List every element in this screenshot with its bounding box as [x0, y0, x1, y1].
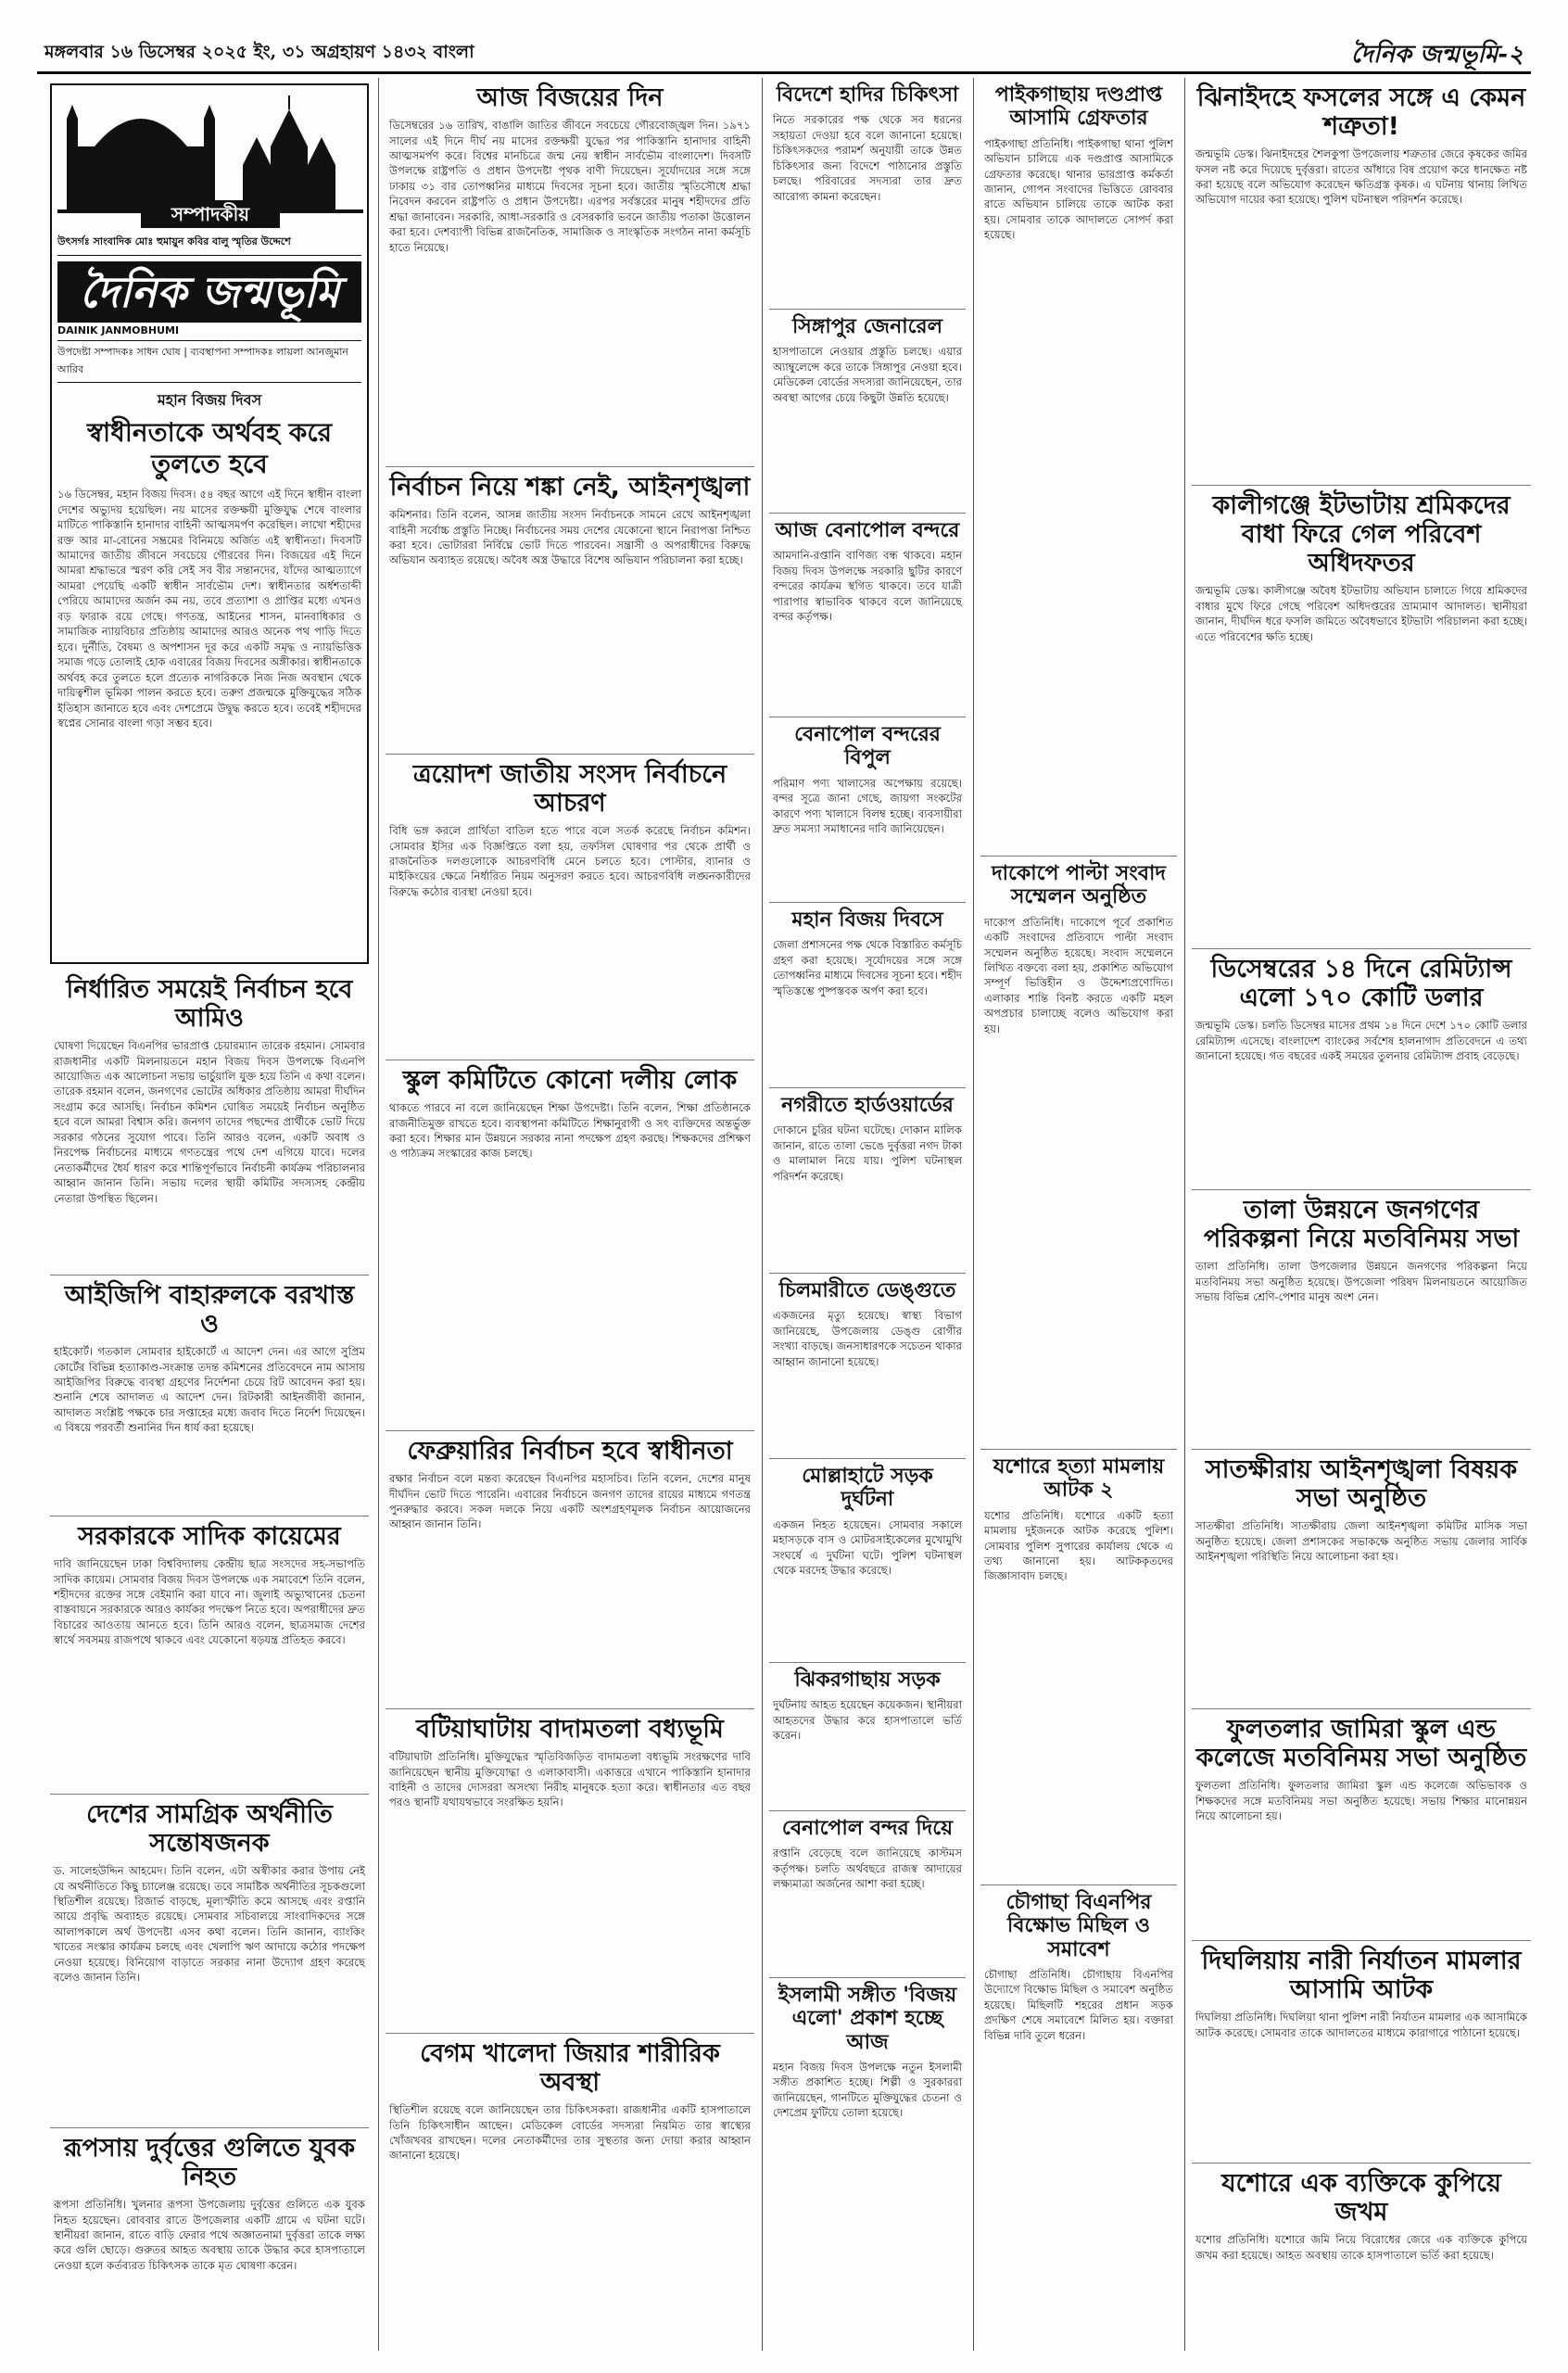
news-story: [1192, 1190, 1531, 1450]
story-headline: রূপসায় দুর্বৃত্তের গুলিতে যুবক নিহত: [63, 2134, 356, 2192]
story-headline: মহান বিজয় দিবসে: [791, 908, 943, 932]
story-body: পরিমাণ পণ্য খালাসের অপেক্ষায় রয়েছে। বন্দর সূত্রে জানা গেছে, জায়গা সংকটের কারণে পণ্য খালাসে বিলম্ব হচ্ছে। ব্যবসায়ীরা দ্রুত সমস্যা সমাধানের দাবি জানিয়েছেন।: [773, 776, 962, 835]
story-body: দোকানে চুরির ঘটনা ঘটেছে। দোকান মালিক জানান, রাতে তালা ভেঙে দুর্বৃত্তরা নগদ টাকা ও মালামাল নিয়ে যায়। পুলিশ ঘটনাস্থল পরিদর্শন করেছে।: [773, 1123, 962, 1183]
story-headline: ঝিকরগাছায় সড়ক: [794, 1669, 941, 1692]
news-story: [1192, 949, 1531, 1190]
editorial-banner: সম্পাদকীয়: [141, 200, 280, 228]
story-headline: মোল্লাহাটে সড়ক দুর্ঘটনা: [802, 1465, 933, 1512]
story-body: রক্ষার নির্বাচন বলে মন্তব্য করেছেন বিএনপির মহাসচিব। তিনি বলেন, দেশের মানুষ দীর্ঘদিন ভোট দিতে পারেনি। এবারের নির্বাচনে জনগণ তাদের রায়ের মাধ্যমে গণতন্ত্র পুনরুদ্ধার করবে। সকল দলকে নিয়ে একটি অংশগ্রহণমূলক নির্বাচন আয়োজনের আহ্বান জানান তিনি।: [389, 1472, 751, 1531]
date-line: মঙ্গলবার ১৬ ডিসেম্বর ২০২৫ ইং, ৩১ অগ্রহায়ণ ১৪৩২ বাংলা: [44, 42, 474, 62]
story-headline: ফুলতলার জামিরা স্কুল এন্ড কলেজে মতবিনিময় সভা অনুষ্ঠিত: [1195, 1715, 1527, 1773]
story-body: ঘোষণা দিয়েছেন বিএনপির ভারপ্রাপ্ত চেয়ারম্যান তারেক রহমান। সোমবার রাজধানীর একটি মিলনায়তনে মহান বিজয় দিবস উপলক্ষে বিএনপি আয়োজিত এক আলোচনা সভায় ভার্চুয়ালি যুক্ত হয়ে তিনি এ কথা বলেন। তারেক রহমান বলেন, জনগণের ভোটের অধিকার প্রতিষ্ঠায় আমরা দীর্ঘদিন সংগ্রাম করে আসছি। নির্বাচন কমিশন ঘোষিত সময়েই নির্বাচন অনুষ্ঠিত হবে বলে আমরা বিশ্বাস করি। জনগণ তাদের পছন্দের প্রার্থীকে ভোট দিয়ে সরকার গঠনের সুযোগ পাবে। তিনি আরও বলেন, একটি অবাধ ও নিরপেক্ষ নির্বাচনের মাধ্যমে গণতন্ত্রের পথে দেশ এগিয়ে যাবে। দলের নেতাকর্মীদের ধৈর্য ধারণ করে শান্তিপূর্ণভাবে নির্বাচনী কার্যক্রম পরিচালনার আহ্বান জানান তিনি। সভায় দলের স্থায়ী কমিটির সদস্যসহ কেন্দ্রীয় নেতারা উপস্থিত ছিলেন।: [54, 1039, 365, 1205]
news-story: [50, 970, 369, 1275]
news-story: [386, 2034, 754, 2349]
story-headline: ত্রয়োদশ জাতীয় সংসদ নির্বাচনে আচরণ: [412, 760, 727, 818]
story-body: দাবি জানিয়েছেন ঢাকা বিশ্ববিদ্যালয় কেন্দ্রীয় ছাত্র সংসদের সহ-সভাপতি সাদিক কায়েম। সোমবার বিজয় দিবস উপলক্ষে এক সমাবেশে তিনি বলেন, শহীদদের রক্তের সঙ্গে বেইমানি করা যাবে না। জুলাই অভ্যুত্থানের চেতনা বাস্তবায়নে সরকারকে আরও কার্যকর পদক্ষেপ নিতে হবে। অপরাধীদের দ্রুত বিচারের আওতায় আনতে হবে। তিনি আরও বলেন, ছাত্রসমাজ দেশের স্বার্থে সবসময় রাজপথে থাকবে এবং যেকোনো ষড়যন্ত্র প্রতিহত করবে।: [54, 1557, 365, 1647]
story-body: চৌগাছা প্রতিনিধি। চৌগাছায় বিএনপির উদ্যোগে বিক্ষোভ মিছিল ও সমাবেশ অনুষ্ঠিত হয়েছে। মিছিলটি শহরের প্রধান সড়ক প্রদক্ষিণ শেষে সমাবেশে মিলিত হয়। বক্তারা বিভিন্ন দাবি তুলে ধরেন।: [984, 1967, 1173, 2042]
story-body: একজনের মৃত্যু হয়েছে। স্বাস্থ্য বিভাগ জানিয়েছে, উপজেলায় ডেঙ্গু রোগীর সংখ্যা বাড়ছে। জনসাধারণকে সচেতন থাকার আহ্বান জানানো হয়েছে।: [773, 1309, 962, 1368]
story-body: সাতক্ষীরা প্রতিনিধি। সাতক্ষীরায় জেলা আইনশৃঙ্খলা কমিটির মাসিক সভা অনুষ্ঠিত হয়েছে। জেলা প্রশাসকের সভাকক্ষে অনুষ্ঠিত সভায় জেলার সার্বিক আইনশৃঙ্খলা পরিস্থিতি নিয়ে আলোচনা করা হয়।: [1195, 1519, 1527, 1563]
news-story: [1192, 1941, 1531, 2164]
founder-line: উৎসর্গঃ সাংবাদিক মোঃ হুমায়ুন কবির বালু স্মৃতির উদ্দেশে: [57, 234, 361, 256]
story-body: হাসপাতালে নেওয়ার প্রস্তুতি চলছে। এয়ার অ্যাম্বুলেন্সে করে তাকে সিঙ্গাপুর নেওয়া হবে। মেডিকেল বোর্ডের সদস্যরা জানিয়েছেন, তার অবস্থা আগের চেয়ে কিছুটা উন্নতি হয়েছে।: [773, 345, 962, 404]
story-headline: চিলমারীতে ডেঙ্গুতে: [778, 1279, 956, 1302]
story-headline: দিঘলিয়ায় নারী নির্যাতন মামলার আসামি আটক: [1201, 1947, 1522, 2005]
column-divider: [762, 78, 763, 2351]
news-story: [1192, 78, 1531, 486]
story-body: জন্মভূমি ডেস্ক। ঝিনাইদহের শৈলকুপা উপজেলায় শত্রুতার জেরে কৃষকের জমির ফসল নষ্ট করে দিয়েছে দুর্বৃত্তরা। রাতের আঁধারে বিষ প্রয়োগ করে ধানক্ষেত নষ্ট করা হয়েছে বলে অভিযোগ করেছেন ক্ষতিগ্রস্ত কৃষক। এ ঘটনায় থানায় লিখিত অভিযোগ দায়ের করা হয়েছে। পুলিশ ঘটনাস্থল পরিদর্শন করেছে।: [1195, 147, 1527, 207]
news-story: [980, 857, 1177, 1450]
story-body: হাইকোর্ট। গতকাল সোমবার হাইকোর্টে এ আদেশ দেন। এর আগে সুপ্রিম কোর্টের বিভিন্ন হত্যাকাণ্ড-সংক্রান্ত তদন্ত কমিশনের প্রতিবেদনে নাম আসায় আইজিপির বিরুদ্ধে ব্যবস্থা গ্রহণের নির্দেশনা চেয়ে রিট আবেদন করা হয়। শুনানি শেষে আদালত এ আদেশ দেন। রিটকারী আইনজীবী জানান, আদালত সংশ্লিষ্ট পক্ষকে চার সপ্তাহের মধ্যে জবাব দিতে নির্দেশ দিয়েছেন। এ বিষয়ে পরবর্তী শুনানির দিন ধার্য করা হয়েছে।: [54, 1345, 365, 1435]
column-divider: [1184, 78, 1185, 2351]
story-headline: যশোরে এক ব্যক্তিকে কুপিয়ে জখম: [1221, 2169, 1501, 2227]
story-headline: ঝিনাইদহে ফসলের সঙ্গে এ কেমন শত্রুতা!: [1196, 83, 1526, 142]
column-3: [769, 78, 966, 2351]
news-story: [386, 78, 754, 467]
story-headline: আইজিপি বাহারুলকে বরখাস্ত ও: [64, 1281, 355, 1339]
story-body: মহান বিজয় দিবস উপলক্ষে নতুন ইসলামী সঙ্গীত প্রকাশিত হচ্ছে। শিল্পী ও সুরকাররা জানিয়েছেন, গানটিতে মুক্তিযুদ্ধের চেতনা ও দেশপ্রেম ফুটিয়ে তোলা হয়েছে।: [773, 2060, 962, 2120]
story-headline: বেনাপোল বন্দরের বিপুল: [794, 723, 941, 770]
column-divider: [378, 78, 379, 2351]
editorial-body: ১৬ ডিসেম্বর, মহান বিজয় দিবস। ৫৪ বছর আগে এই দিনে স্বাধীন বাংলা দেশের অভ্যুদয় হয়েছিল। নয় মাসের রক্তক্ষয়ী মুক্তিযুদ্ধ শেষে বাংলার মাটিতে পাকিস্তানি হানাদার বাহিনী আত্মসমর্পণ করেছিল। লাখো শহীদের রক্ত আর মা-বোনের সম্ভ্রমের বিনিময়ে অর্জিত এই স্বাধীনতা। দিবসটি আমাদের জাতীয় জীবনে সবচেয়ে গৌরবের দিন। বিজয়ের এই দিনে আমরা শ্রদ্ধাভরে স্মরণ করি সেই সব বীর সন্তানদের, যাঁদের আত্মত্যাগে আমরা পেয়েছি একটি স্বাধীন সার্বভৌম দেশ। স্বাধীনতার অর্ধশতাব্দী পেরিয়ে আমাদের অর্জন কম নয়, তবে প্রত্যাশা ও প্রাপ্তির মধ্যে এখনও বড় ফারাক রয়ে গেছে। গণতন্ত্র, আইনের শাসন, মানবাধিকার ও সামাজিক ন্যায়বিচার প্রতিষ্ঠায় আমাদের আরও অনেক পথ পাড়ি দিতে হবে। দুর্নীতি, বৈষম্য ও অপশাসন দূর করে একটি সমৃদ্ধ ও ন্যায়ভিত্তিক সমাজ গড়ে তোলাই হোক এবারের বিজয় দিবসের অঙ্গীকার। স্বাধীনতাকে অর্থবহ করে তুলতে হলে প্রত্যেক নাগরিককে নিজ নিজ অবস্থান থেকে দায়িত্বশীল ভূমিকা পালন করতে হবে। তরুণ প্রজন্মকে মুক্তিযুদ্ধের সঠিক ইতিহাস জানাতে হবে এবং দেশপ্রেমে উদ্বুদ্ধ করতে হবে। তবেই শহীদদের স্বপ্নের সোনার বাংলা গড়া সম্ভব হবে।: [57, 488, 361, 730]
news-story: [386, 467, 754, 755]
column-4: [980, 78, 1177, 2351]
story-headline: আজ বেনাপোল বন্দরে: [775, 519, 960, 542]
news-story: [769, 1274, 966, 1459]
story-body: যশোর প্রতিনিধি। যশোরে একটি হত্যা মামলায় দুইজনকে আটক করেছে পুলিশ। সোমবার পুলিশ সুপারের কার্যালয় থেকে এ তথ্য জানানো হয়। আটককৃতদের জিজ্ঞাসাবাদ চলছে।: [984, 1508, 1173, 1583]
story-body: তালা প্রতিনিধি। তালা উপজেলার উন্নয়নে জনগণের পরিকল্পনা নিয়ে মতবিনিময় সভা অনুষ্ঠিত হয়েছে। উপজেলা পরিষদ মিলনায়তনে আয়োজিত সভায় বিভিন্ন শ্রেণি-পেশার মানুষ অংশ নেন।: [1195, 1260, 1527, 1303]
story-body: জন্মভূমি ডেস্ক। চলতি ডিসেম্বর মাসের প্রথম ১৪ দিনে দেশে ১৭০ কোটি ডলার রেমিট্যান্স এসেছে। বাংলাদেশ ব্যাংকের সর্বশেষ হালনাগাদ প্রতিবেদনে এ তথ্য জানানো হয়েছে। গত বছরের একই সময়ের তুলনায় রেমিট্যান্স প্রবাহ বেড়েছে।: [1195, 1019, 1527, 1062]
story-headline: বেনাপোল বন্দর দিয়ে: [781, 1817, 954, 1840]
story-headline: ফেব্রুয়ারির নির্বাচন হবে স্বাধীনতা: [407, 1437, 733, 1466]
news-story: [980, 78, 1177, 857]
story-body: থাকতে পারবে না বলে জানিয়েছেন শিক্ষা উপদেষ্টা। তিনি বলেন, শিক্ষা প্রতিষ্ঠানকে রাজনীতিমুক্ত রাখতে হবে। ব্যবস্থাপনা কমিটিতে শিক্ষানুরাগী ও সৎ ব্যক্তিদের অন্তর্ভুক্ত করা হবে। শিক্ষার মান উন্নয়নে সরকার নানা পদক্ষেপ গ্রহণ করছে। শিক্ষকদের প্রশিক্ষণ ও পাঠ্যক্রম সংস্কারের কাজ চলছে।: [389, 1101, 751, 1161]
news-story: [980, 1885, 1177, 2349]
story-headline: নগরীতে হার্ডওয়ার্ডের: [781, 1094, 954, 1117]
story-headline: বেগম খালেদা জিয়ার শারীরিক অবস্থা: [420, 2039, 720, 2098]
story-headline: তালা উন্নয়নে জনগণের পরিকল্পনা নিয়ে মতবিনিময় সভা: [1203, 1196, 1520, 1254]
news-story: [769, 1811, 966, 1978]
story-headline: দাকোপে পাল্টা সংবাদ সম্মেলন অনুষ্ঠিত: [992, 862, 1166, 909]
news-story: [386, 1060, 754, 1431]
news-story: [386, 755, 754, 1060]
news-story: [769, 310, 966, 514]
news-story: [769, 1663, 966, 1811]
story-headline: আজ বিজয়ের দিন: [476, 83, 664, 112]
editorial-kicker: মহান বিজয় দিবস: [157, 391, 262, 409]
editorial-box: [50, 83, 369, 964]
story-headline: চৌগাছা বিএনপির বিক্ষোভ মিছিল ও সমাবেশ: [1005, 1891, 1152, 1961]
story-body: দুর্ঘটনায় আহত হয়েছেন কয়েকজন। স্থানীয়রা আহতদের উদ্ধার করে হাসপাতালে ভর্তি করেন।: [773, 1698, 962, 1743]
news-story: [769, 1088, 966, 1274]
column-5: [1192, 78, 1531, 2351]
news-story: [1192, 1709, 1531, 1941]
story-body: একজন নিহত হয়েছেন। সোমবার সকালে মহাসড়কে বাস ও মোটরসাইকেলের মুখোমুখি সংঘর্ষে এ দুর্ঘটনা ঘটে। পুলিশ ঘটনাস্থল থেকে মরদেহ উদ্ধার করেছে।: [773, 1517, 962, 1577]
story-headline: পাইকগাছায় দণ্ডপ্রাপ্ত আসামি গ্রেফতার: [994, 83, 1163, 131]
story-body: আমদানি-রপ্তানি বাণিজ্য বন্ধ থাকবে। মহান বিজয় দিবস উপলক্ষে সরকারি ছুটির কারণে বন্দরের কার্যক্রম স্থগিত থাকবে। তবে যাত্রী পারাপার স্বাভাবিক থাকবে বলে জানিয়েছে বন্দর কর্তৃপক্ষ।: [773, 549, 962, 624]
story-headline: দেশের সামগ্রিক অর্থনীতি সন্তোষজনক: [86, 1800, 333, 1859]
column-2: [386, 78, 754, 2351]
news-story: [386, 1431, 754, 1709]
news-story: [769, 1978, 966, 2164]
news-story: [386, 1709, 754, 2034]
news-story: [769, 514, 966, 717]
news-story: [769, 717, 966, 903]
story-headline: নির্বাচন নিয়ে শঙ্কা নেই, আইনশৃঙ্খলা: [389, 473, 751, 501]
story-body: পাইকগাছা প্রতিনিধি। পাইকগাছা থানা পুলিশ অভিযান চালিয়ে এক দণ্ডপ্রাপ্ত আসামিকে গ্রেফতার করেছে। থানার ভারপ্রাপ্ত কর্মকর্তা জানান, গোপন সংবাদের ভিত্তিতে রোববার রাতে অভিযান চালিয়ে তাকে আটক করা হয়। সোমবার তাকে আদালতে সোপর্দ করা হয়েছে।: [984, 136, 1173, 242]
newspaper-logo: দৈনিক জন্মভূমি: [57, 261, 361, 323]
masthead: [37, 28, 1531, 74]
story-body: জেলা প্রশাসনের পক্ষ থেকে বিস্তারিত কর্মসূচি গ্রহণ করা হয়েছে। সূর্যোদয়ের সঙ্গে সঙ্গে তোপধ্বনির মাধ্যমে দিবসের সূচনা হবে। শহীদ স্মৃতিস্তম্ভে পুষ্পস্তবক অর্পণ করা হবে।: [773, 938, 962, 997]
news-story: [1192, 1450, 1531, 1709]
story-headline: সিঙ্গাপুর জেনারেল: [792, 315, 942, 338]
news-story: [50, 1516, 369, 1795]
news-story: [1192, 2164, 1531, 2349]
story-body: ড. সালেহউদ্দিন আহমেদ। তিনি বলেন, এটা অস্বীকার করার উপায় নেই যে অর্থনীতিতে কিছু চ্যালেঞ্জ রয়েছে। তবে সামষ্টিক অর্থনীতির সূচকগুলো স্থিতিশীল রয়েছে। রিজার্ভ বাড়ছে, মূল্যস্ফীতি কমে আসছে এবং রপ্তানি আয়ে প্রবৃদ্ধি অব্যাহত রয়েছে। সোমবার সচিবালয়ে সাংবাদিকদের সঙ্গে আলাপকালে অর্থ উপদেষ্টা এসব কথা বলেন। তিনি জানান, ব্যাংকিং খাতের সংস্কার কার্যক্রম চলছে এবং খেলাপি ঋণ আদায়ে কঠোর পদক্ষেপ নেওয়া হয়েছে। বিনিয়োগ বাড়াতে সরকার নানা উদ্যোগ গ্রহণ করেছে বলেও জানান তিনি।: [54, 1864, 365, 1985]
story-headline: কালীগঞ্জে ইটভাটায় শ্রমিকদের বাধা ফিরে গেল পরিবেশ অধিদফতর: [1212, 491, 1511, 578]
editorial-title: স্বাধীনতাকে অর্থবহ করে তুলতে হবে: [87, 417, 332, 479]
news-story: [1192, 486, 1531, 949]
news-story: [980, 1450, 1177, 1885]
story-body: যশোর প্রতিনিধি। যশোরে জমি নিয়ে বিরোধের জেরে এক ব্যক্তিকে কুপিয়ে জখম করা হয়েছে। আহত অবস্থায় তাকে হাসপাতালে ভর্তি করা হয়েছে।: [1195, 2233, 1527, 2262]
news-story: [50, 1795, 369, 2128]
story-body: কমিশনার। তিনি বলেন, আসন্ন জাতীয় সংসদ নির্বাচনকে সামনে রেখে আইনশৃঙ্খলা বাহিনী সর্বোচ্চ প্রস্তুতি নিচ্ছে। নির্বাচনের সময় দেশের যেকোনো স্থানে নিরাপত্তা নিশ্চিত করা হবে। ভোটাররা নির্বিঘ্নে ভোট দিতে পারবেন। সন্ত্রাসী ও অপরাধীদের বিরুদ্ধে অভিযান অব্যাহত রয়েছে। অবৈধ অস্ত্র উদ্ধারে বিশেষ অভিযান পরিচালনা করা হচ্ছে।: [389, 508, 751, 567]
story-headline: বিদেশে হাদির চিকিৎসা: [776, 83, 959, 107]
story-headline: ডিসেম্বরের ১৪ দিনে রেমিট্যান্স এলো ১৭০ কোটি ডলার: [1210, 955, 1512, 1013]
story-body: রূপসা প্রতিনিধি। খুলনার রূপসা উপজেলায় দুর্বৃত্তের গুলিতে এক যুবক নিহত হয়েছেন। রোববার রাতে উপজেলার একটি গ্রামে এ ঘটনা ঘটে। স্থানীয়রা জানান, রাতে বাড়ি ফেরার পথে অজ্ঞাতনামা দুর্বৃত্তরা তাকে লক্ষ্য করে গুলি ছোড়ে। গুরুতর আহত অবস্থায় তাকে উদ্ধার করে হাসপাতালে নেওয়া হলে কর্তব্যরত চিকিৎসক তাকে মৃত ঘোষণা করেন।: [54, 2198, 365, 2272]
story-headline: ইসলামী সঙ্গীত 'বিজয় এলো' প্রকাশ হচ্ছে আজ: [778, 1984, 957, 2054]
story-headline: যশোরে হত্যা মামলায় আটক ২: [993, 1455, 1165, 1503]
paper-page-label: দৈনিক জন্মভূমি-২: [1350, 41, 1524, 69]
story-body: বটিয়াঘাটা প্রতিনিধি। মুক্তিযুদ্ধের স্মৃতিবিজড়িত বাদামতলা বধ্যভূমি সংরক্ষণের দাবি জানিয়েছেন স্থানীয় মুক্তিযোদ্ধা ও এলাকাবাসী। একাত্তরে এখানে পাকিস্তানি হানাদার বাহিনী ও তাদের দোসররা অসংখ্য নিরীহ মানুষকে হত্যা করে। স্বাধীনতার এত বছর পরও স্থানটি যথাযথভাবে সংরক্ষিত হয়নি।: [389, 1750, 751, 1809]
mosque-temple-illustration: [57, 91, 361, 230]
story-headline: সাতক্ষীরায় আইনশৃঙ্খলা বিষয়ক সভা অনুষ্ঠিত: [1205, 1455, 1518, 1514]
story-body: দিঘলিয়া প্রতিনিধি। দিঘলিয়া থানা পুলিশ নারী নির্যাতন মামলার এক আসামিকে আটক করেছে। সোমবার তাকে আদালতের মাধ্যমে কারাগারে পাঠানো হয়েছে।: [1195, 2011, 1527, 2039]
story-headline: স্কুল কমিটিতে কোনো দলীয় লোক: [402, 1066, 738, 1095]
news-story: [769, 78, 966, 310]
story-body: দাকোপ প্রতিনিধি। দাকোপে পূর্বে প্রকাশিত একটি সংবাদের প্রতিবাদে পাল্টা সংবাদ সম্মেলন অনুষ্ঠিত হয়েছে। সংবাদ সম্মেলনে লিখিত বক্তব্যে বলা হয়, প্রকাশিত অভিযোগ সম্পূর্ণ ভিত্তিহীন ও উদ্দেশ্যপ্রণোদিত। এলাকার শান্তি বিনষ্ট করতে একটি মহল অপপ্রচার চালাচ্ছে বলেও অভিযোগ করা হয়।: [984, 915, 1173, 1035]
news-story: [50, 2128, 369, 2341]
story-body: স্থিতিশীল রয়েছে বলে জানিয়েছেন তার চিকিৎসকরা। রাজধানীর একটি হাসপাতালে তিনি চিকিৎসাধীন আছেন। মেডিকেল বোর্ডের সদস্যরা নিয়মিত তার স্বাস্থ্যের খোঁজখবর রাখছেন। দলের নেতাকর্মীদের তার সুস্থতার জন্য দোয়া করার আহ্বান জানানো হয়েছে।: [389, 2103, 751, 2163]
editors-line: উপদেষ্টা সম্পাদকঃ সাধন ঘোষ | ব্যবস্থাপনা সম্পাদকঃ লায়লা আনজুমান আরিব: [57, 340, 361, 383]
story-body: বিধি ভঙ্গ করলে প্রার্থিতা বাতিল হতে পারে বলে সতর্ক করেছে নির্বাচন কমিশন। সোমবার ইসির এক বিজ্ঞপ্তিতে বলা হয়, তফসিল ঘোষণার পর থেকে প্রার্থী ও রাজনৈতিক দলগুলোকে আচরণবিধি মেনে চলতে হবে। পোস্টার, ব্যানার ও মাইকিংয়ের ক্ষেত্রে নির্ধারিত নিয়ম অনুসরণ করতে হবে। আচরণবিধি লঙ্ঘনকারীদের বিরুদ্ধে কঠোর ব্যবস্থা নেওয়া হবে।: [389, 824, 751, 898]
news-story: [50, 1275, 369, 1516]
story-body: জন্মভূমি ডেস্ক। কালীগঞ্জে অবৈধ ইটভাটায় অভিযান চালাতে গিয়ে শ্রমিকদের বাধার মুখে ফিরে গেছে পরিবেশ অধিদপ্তরের ভ্রাম্যমাণ আদালত। স্থানীয়রা জানান, দীর্ঘদিন ধরে ফসলি জমিতে অবৈধভাবে ইটভাটা পরিচালনা করা হচ্ছে। এতে পরিবেশের ক্ষতি হচ্ছে।: [1195, 584, 1527, 643]
story-headline: বটিয়াঘাটায় বাদামতলা বধ্যভূমি: [416, 1715, 724, 1744]
newspaper-logo-latin: DAINIK JANMOBHUMI: [57, 324, 180, 336]
story-headline: নির্ধারিত সময়েই নির্বাচন হবে আমিও: [66, 975, 353, 1034]
story-body: ফুলতলা প্রতিনিধি। ফুলতলার জামিরা স্কুল এন্ড কলেজে অভিভাবক ও শিক্ষকদের সঙ্গে মতবিনিময় সভা অনুষ্ঠিত হয়েছে। সভায় শিক্ষার মানোন্নয়ন নিয়ে আলোচনা হয়।: [1195, 1779, 1527, 1822]
story-body: নিতে সরকারের পক্ষ থেকে সব ধরনের সহায়তা দেওয়া হবে বলে জানানো হয়েছে। চিকিৎসকদের পরামর্শ অনুযায়ী তাকে উন্নত চিকিৎসার জন্য বিদেশে পাঠানোর প্রস্তুতি চলছে। পরিবারের সদস্যরা তার দ্রুত আরোগ্য কামনা করেছেন।: [773, 113, 962, 203]
column-divider: [973, 78, 974, 2351]
story-headline: সরকারকে সাদিক কায়েমের: [78, 1522, 341, 1551]
story-body: রপ্তানি বেড়েছে বলে জানিয়েছে কাস্টমস কর্তৃপক্ষ। চলতি অর্থবছরে রাজস্ব আদায়ের লক্ষ্যমাত্রা অর্জনের আশা করা হচ্ছে।: [773, 1846, 962, 1891]
story-body: ডিসেম্বরের ১৬ তারিখ, বাঙালি জাতির জীবনে সবচেয়ে গৌরবোজ্জ্বল দিন। ১৯৭১ সালের এই দিনে দীর্ঘ নয় মাসের রক্তক্ষয়ী যুদ্ধের পর পাকিস্তানি হানাদার বাহিনী আত্মসমর্পণ করে। বিশ্বের মানচিত্রে জন্ম নেয় স্বাধীন সার্বভৌম বাংলাদেশ। দিবসটি উপলক্ষে রাষ্ট্রপতি ও প্রধান উপদেষ্টা পৃথক বাণী দিয়েছেন। সূর্যোদয়ের সঙ্গে সঙ্গে ঢাকায় ৩১ বার তোপধ্বনির মাধ্যমে দিবসের সূচনা হবে। জাতীয় স্মৃতিসৌধে শ্রদ্ধা নিবেদন করবেন রাষ্ট্রপতি ও প্রধান উপদেষ্টা। এরপর সর্বস্তরের মানুষ শহীদদের প্রতি শ্রদ্ধা জানাবেন। সরকারি, আধা-সরকারি ও বেসরকারি ভবনে জাতীয় পতাকা উত্তোলন করা হবে। দেশব্যাপী বিভিন্ন রাজনৈতিক, সামাজিক ও সাংস্কৃতিক সংগঠন নানা কর্মসূচি হাতে নিয়েছে।: [389, 119, 751, 254]
news-story: [769, 1459, 966, 1663]
column-1: [50, 970, 369, 2351]
news-story: [769, 903, 966, 1088]
